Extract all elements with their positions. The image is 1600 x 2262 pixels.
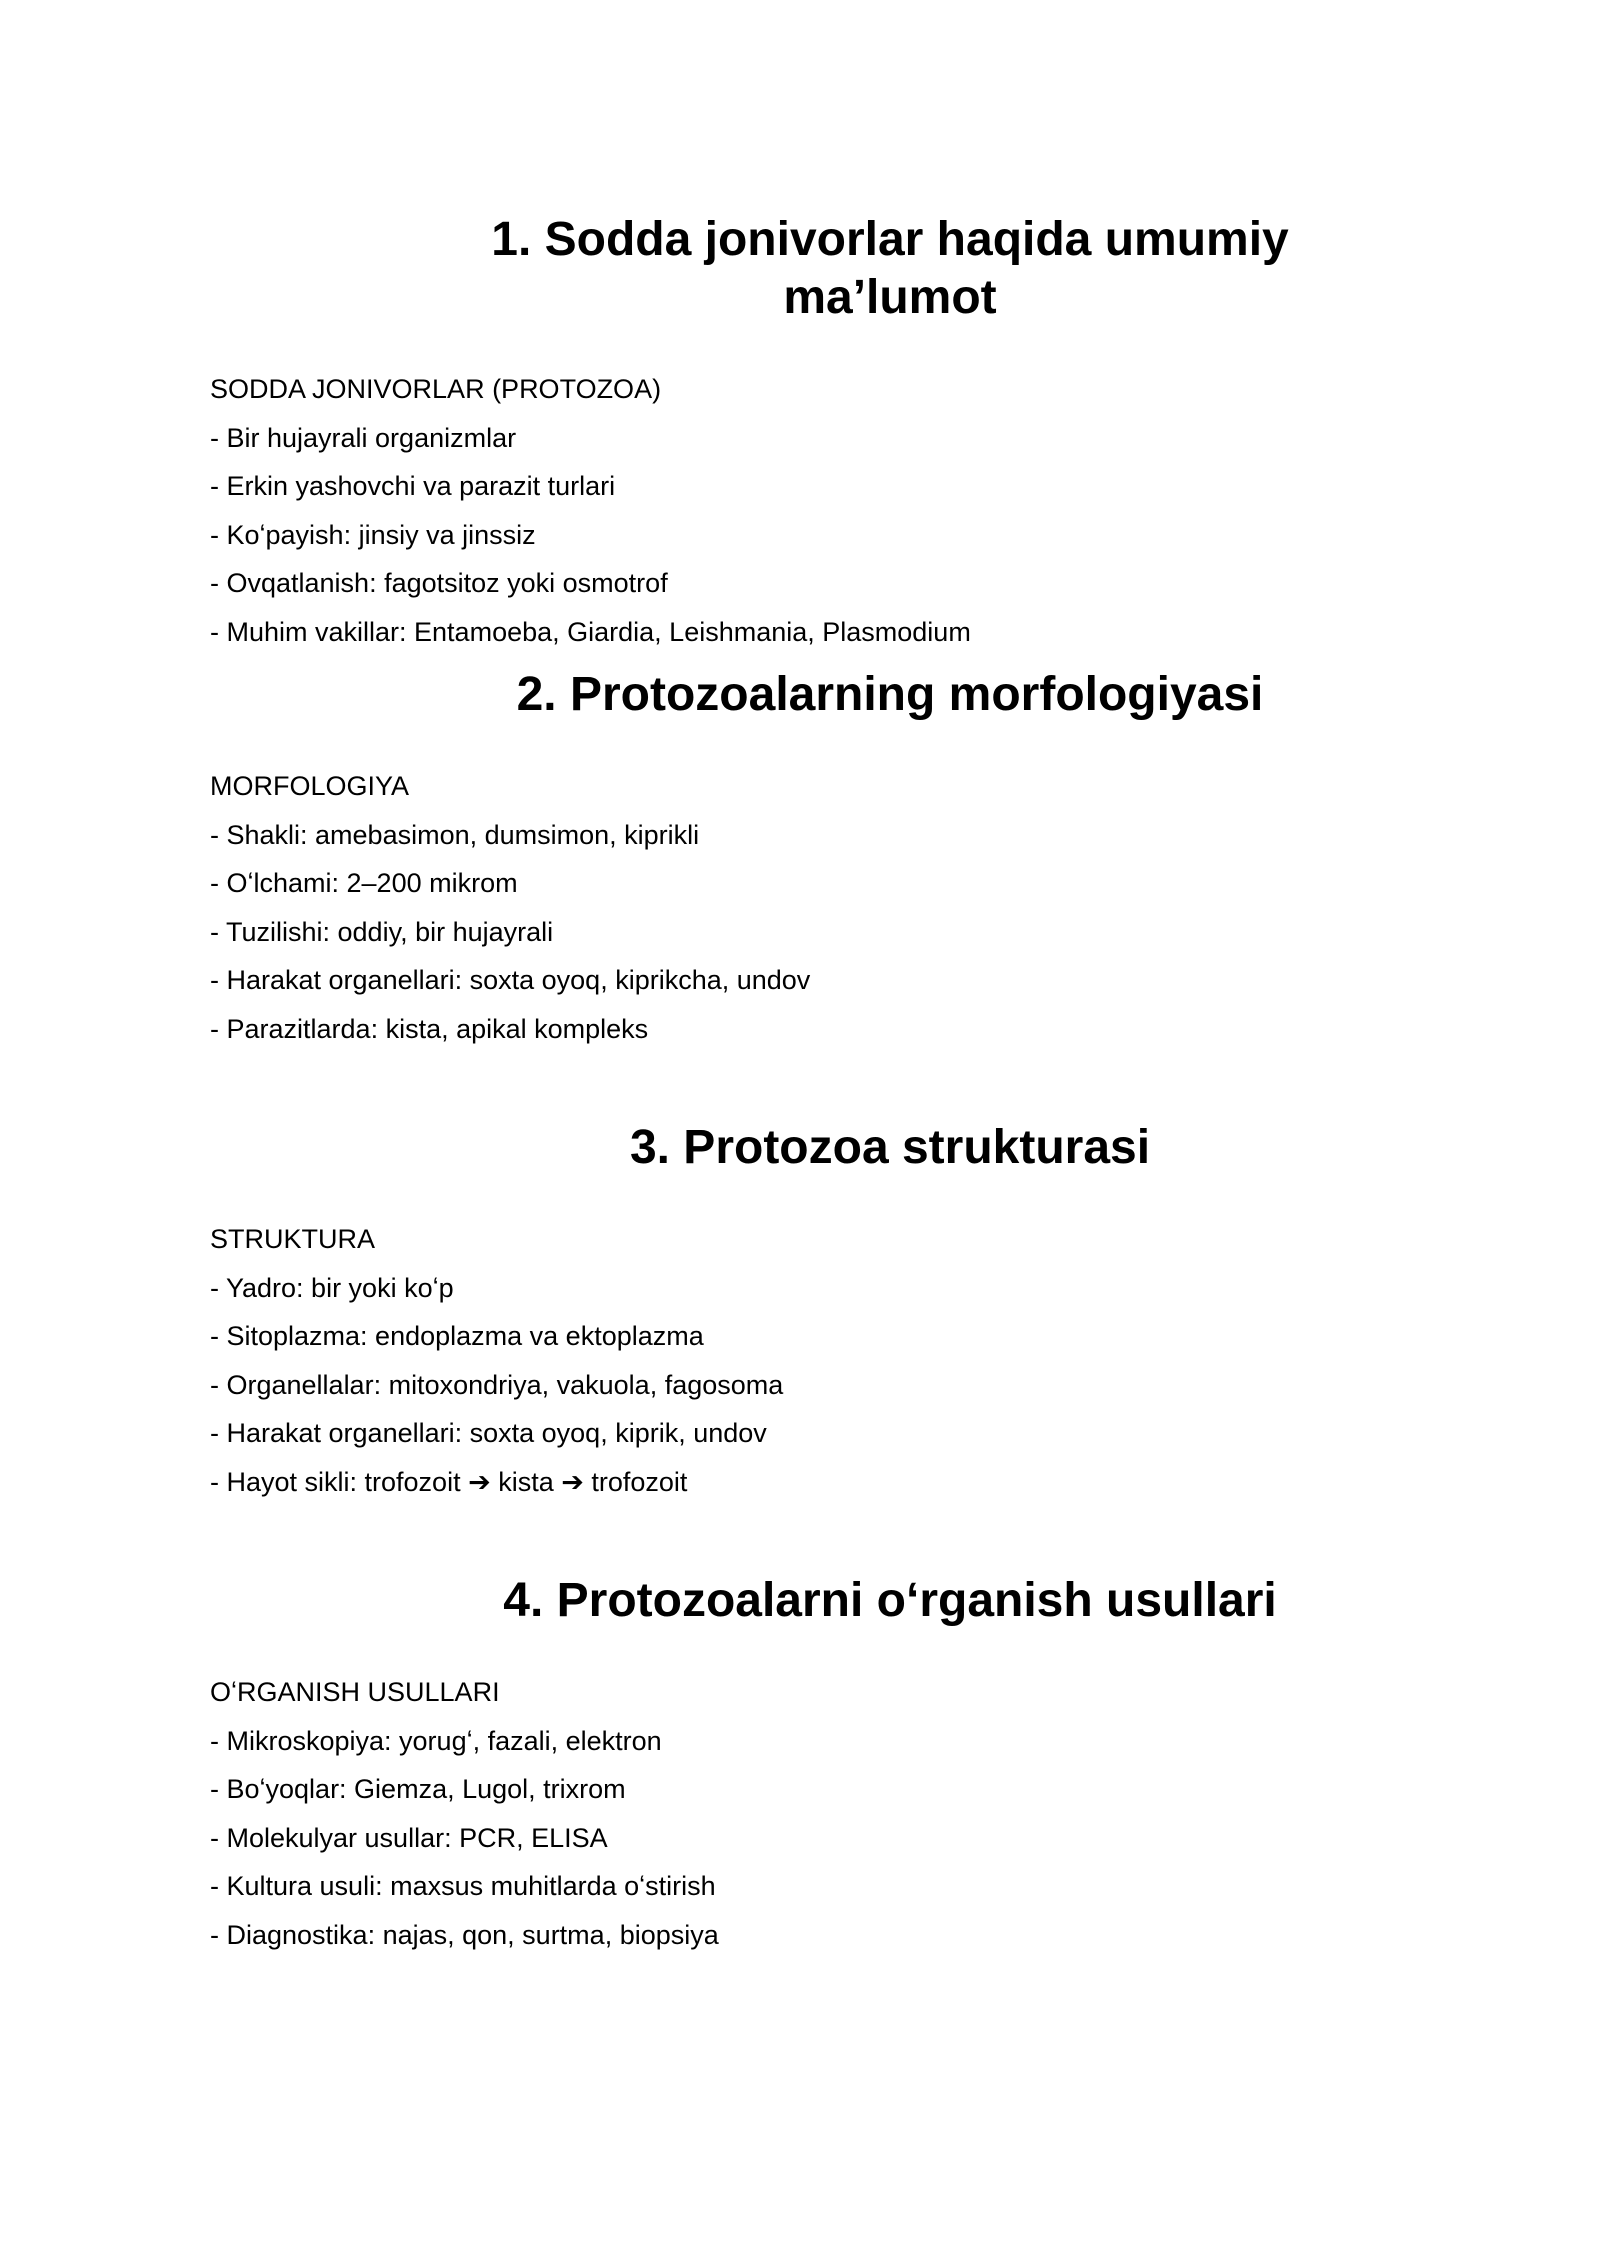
section-title: 4. Protozoalarni oʻrganish usullari [503,1574,1277,1627]
list-item: - Erkin yashovchi va parazit turlari [210,471,616,501]
section-heading: OʻRGANISH USULLARI [210,1677,500,1707]
list-item: - Parazitlarda: kista, apikal kompleks [210,1013,649,1044]
list-item: - Harakat organellari: soxta oyoq, kiprik, undov [210,1418,767,1448]
list-item: - Yadro: bir yoki koʻp [210,1272,454,1303]
list-item: - Muhim vakillar: Entamoeba, Giardia, Leishmania, Plasmodium [210,616,971,647]
section-title: 3. Protozoa strukturasi [629,1121,1151,1174]
list-item: - Boʻyoqlar: Giemza, Lugol, trixrom [210,1774,626,1804]
section-heading: STRUKTURA [210,1224,376,1254]
list-item: - Diagnostika: najas, qon, surtma, biopsiya [210,1919,719,1950]
list-item: - Hayot sikli: trofozoit ➔ kista ➔ trofozoit [210,1466,688,1497]
section-morphology [210,666,1390,1053]
section-heading: SODDA JONIVORLAR (PROTOZOA) [210,374,662,404]
section-body [210,1668,1390,1959]
list-item: - Koʻpayish: jinsiy va jinssiz [210,519,536,550]
list-item: - Tuzilishi: oddiy, bir hujayrali [210,916,554,947]
section-heading: MORFOLOGIYA [210,771,410,801]
list-item: - Shakli: amebasimon, dumsimon, kiprikli [210,819,700,850]
list-item: - Harakat organellari: soxta oyoq, kiprikcha, undov [210,965,811,995]
list-item: - Sitoplazma: endoplazma va ektoplazma [210,1321,704,1351]
list-item: - Bir hujayrali organizmlar [210,422,517,453]
section-body [210,1215,1390,1506]
list-item: - Organellalar: mitoxondriya, vakuola, fagosoma [210,1369,784,1400]
section-body [210,762,1390,1053]
list-item: - Mikroskopiya: yorugʻ, fazali, elektron [210,1725,662,1756]
section-title: 1. Sodda jonivorlar haqida umumiy ma’lumot [491,213,1289,324]
list-item: - Oʻlchami: 2–200 mikrom [210,868,518,898]
section-title: 2. Protozoalarning morfologiyasi [516,668,1264,721]
list-item: - Kultura usuli: maxsus muhitlarda oʻstirish [210,1871,716,1901]
section-study-methods [210,1572,1390,1959]
section-structure [210,1119,1390,1506]
section-body [210,365,1390,656]
list-item: - Molekulyar usullar: PCR, ELISA [210,1822,608,1853]
list-item: - Ovqatlanish: fagotsitoz yoki osmotrof [210,568,668,598]
section-general-info [210,211,1390,656]
